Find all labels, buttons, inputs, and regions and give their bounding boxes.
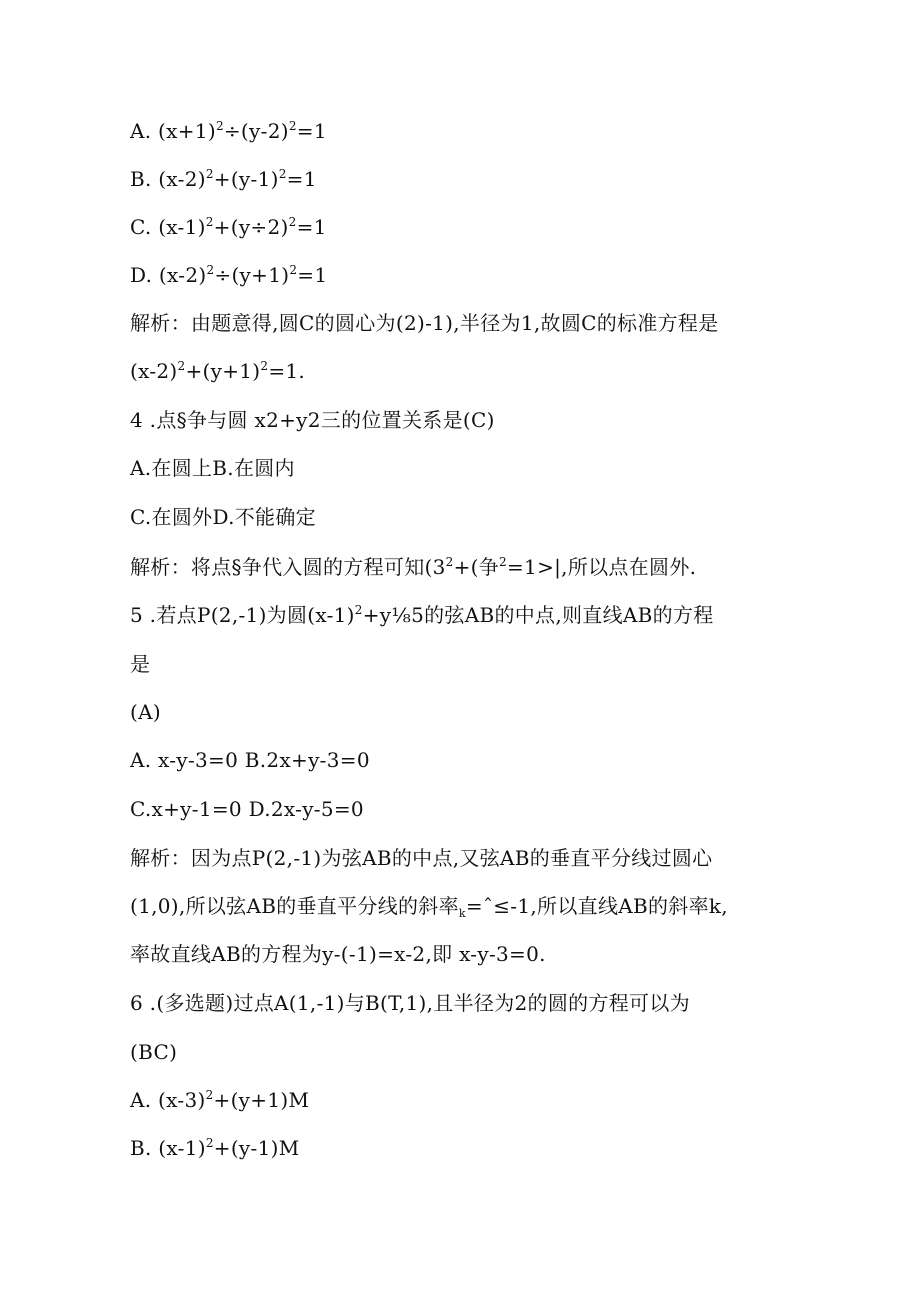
q3-option-d: D. $(x-2)^2\div(y+1)^2=1$ xyxy=(130,263,328,287)
q4-options-line-2: C.在圆外D.不能确定 xyxy=(130,505,316,529)
q5-options-line-1: A. x-y-3=0 B.2x+y-3=0 xyxy=(130,748,370,772)
q4-stem: 4 .点§争与圆 x2+y2三的位置关系是(C) xyxy=(130,408,495,432)
q5-options-line-2: C.x+y-1=0 D.2x-y-5=0 xyxy=(130,797,364,821)
q5-stem-line-1: 5 .若点P(2,-1)为圆$(x-1)^2+y\frac{1}{8}5$的弦AB的中点,则直线AB的方程 xyxy=(130,603,714,627)
q5-analysis-line-3: 率故直线AB的方程为y-(-1)=x-2,即 x-y-3=0. xyxy=(130,942,546,966)
q6-answer: (BC) xyxy=(130,1040,178,1064)
q3-option-c: C. $(x-1)^2+(y\div 2)^2=1$ xyxy=(130,215,327,239)
q4-options-line-1: A.在圆上B.在圆内 xyxy=(130,456,295,480)
q4-analysis: 解析：将点§争代入圆的方程可知($3^2+$(争$^2$=1>|,所以点在圆外. xyxy=(130,555,697,579)
q3-option-b: B. $(x-2)^2+(y-1)^2=1$ xyxy=(130,167,317,191)
q3-option-a: A. $(x+1)^2\div(y-2)^2=1$ xyxy=(130,119,327,143)
q5-analysis-line-1: 解析：因为点P(2,-1)为弦AB的中点,又弦AB的垂直平分线过圆心 xyxy=(130,846,713,870)
q6-option-b: B. $(x-1)^2+(y-1)M$ xyxy=(130,1136,300,1160)
q5-answer: (A) xyxy=(130,700,161,724)
q5-stem-line-2: 是 xyxy=(130,652,151,676)
q3-analysis-line-1: 解析：由题意得,圆C的圆心为(2)-1),半径为1,故圆C的标准方程是 xyxy=(130,311,719,335)
q6-option-a: A. $(x-3)^2+(y+1)M$ xyxy=(130,1088,310,1112)
q6-stem: 6 .(多选题)过点A(1,-1)与B(T,1),且半径为2的圆的方程可以为 xyxy=(130,991,690,1015)
q3-analysis-line-2: $(x-2)^2+(y+1)^2=1$. xyxy=(130,359,306,383)
q5-analysis-line-2: (1,0),所以弦AB的垂直平分线的斜率$_k$=ˆ≤-1,所以直线AB的斜率k, xyxy=(130,894,728,920)
